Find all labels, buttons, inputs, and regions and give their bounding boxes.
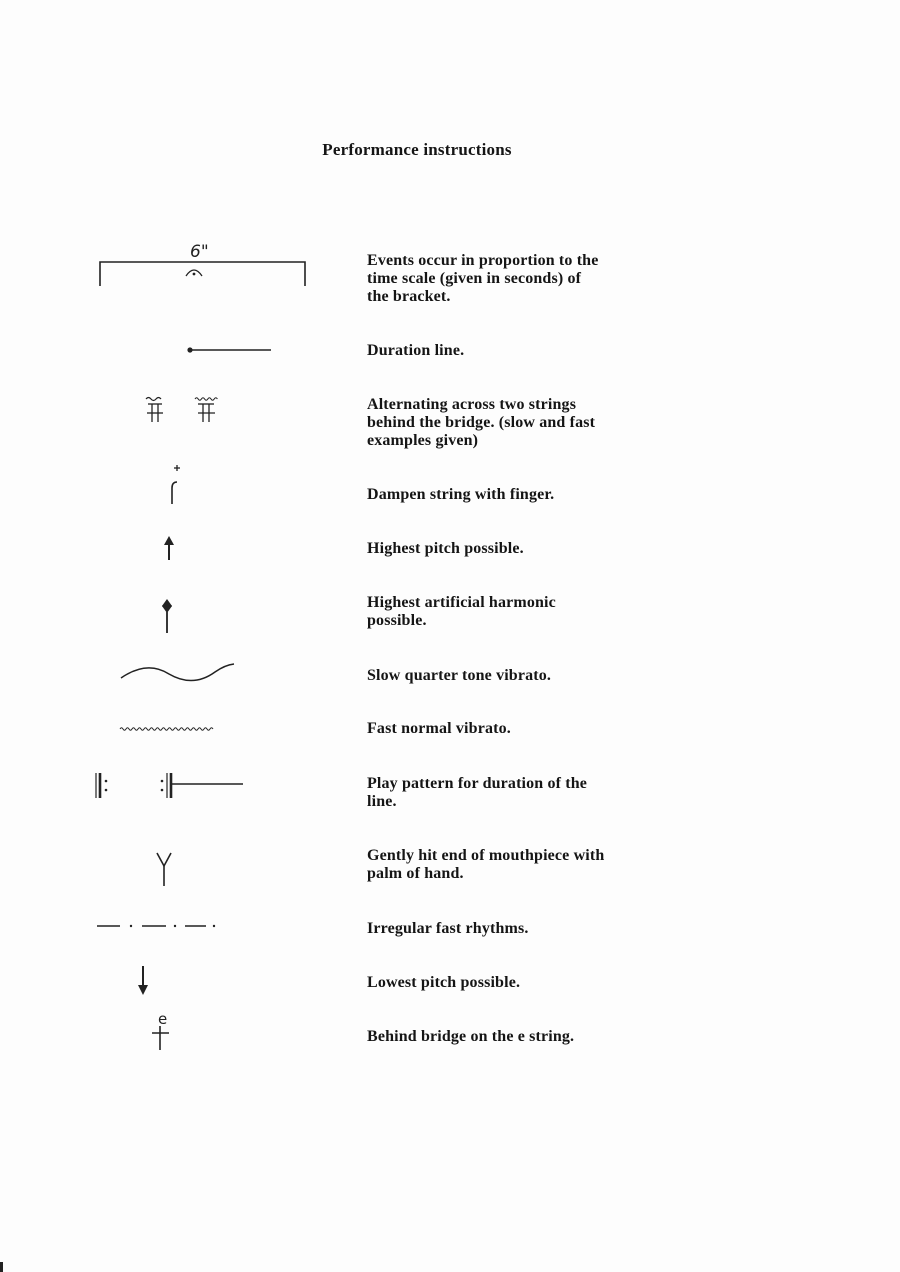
page-edge-mark xyxy=(0,1262,3,1272)
instruction-text: Irregular fast rhythms. xyxy=(367,920,529,937)
instruction-text: Slow quarter tone vibrato. xyxy=(367,667,552,684)
instruction-text: Events occur in proportion to the time scale (given in seconds) of the bracket. xyxy=(367,252,599,305)
instruction-text: Behind bridge on the e string. xyxy=(367,1028,575,1045)
instruction-text: Play pattern for duration of the line. xyxy=(367,775,588,810)
page-title: Performance instructions xyxy=(322,140,512,159)
instruction-text: Alternating across two strings behind the bridge. (slow and fast examples given) xyxy=(367,396,596,449)
lowest-pitch-icon xyxy=(0,964,340,998)
highest-harmonic-icon xyxy=(0,596,340,636)
instruction-text: Highest artificial harmonic possible. xyxy=(367,594,556,629)
e-string-bridge-icon xyxy=(0,1004,340,1054)
instruction-text: Gently hit end of mouthpiece with palm of hand. xyxy=(367,847,605,882)
e-string-label: e xyxy=(158,1010,168,1028)
time-bracket-icon xyxy=(0,230,340,300)
alternating-strings-icon xyxy=(0,392,340,428)
dampen-string-icon xyxy=(0,464,340,508)
instruction-text: Highest pitch possible. xyxy=(367,540,524,557)
repeat-pattern-icon xyxy=(0,770,340,802)
highest-pitch-icon xyxy=(0,534,340,562)
duration-line-icon xyxy=(0,340,340,360)
bracket-seconds-label: 6" xyxy=(190,242,209,262)
slow-vibrato-icon xyxy=(0,658,340,688)
instruction-text: Duration line. xyxy=(367,342,465,359)
instruction-text: Dampen string with finger. xyxy=(367,486,555,503)
irregular-rhythm-icon xyxy=(0,918,340,934)
instruction-text: Lowest pitch possible. xyxy=(367,974,521,991)
fast-vibrato-icon xyxy=(0,720,340,736)
instruction-text: Fast normal vibrato. xyxy=(367,720,511,737)
mouthpiece-hit-icon xyxy=(0,848,340,890)
